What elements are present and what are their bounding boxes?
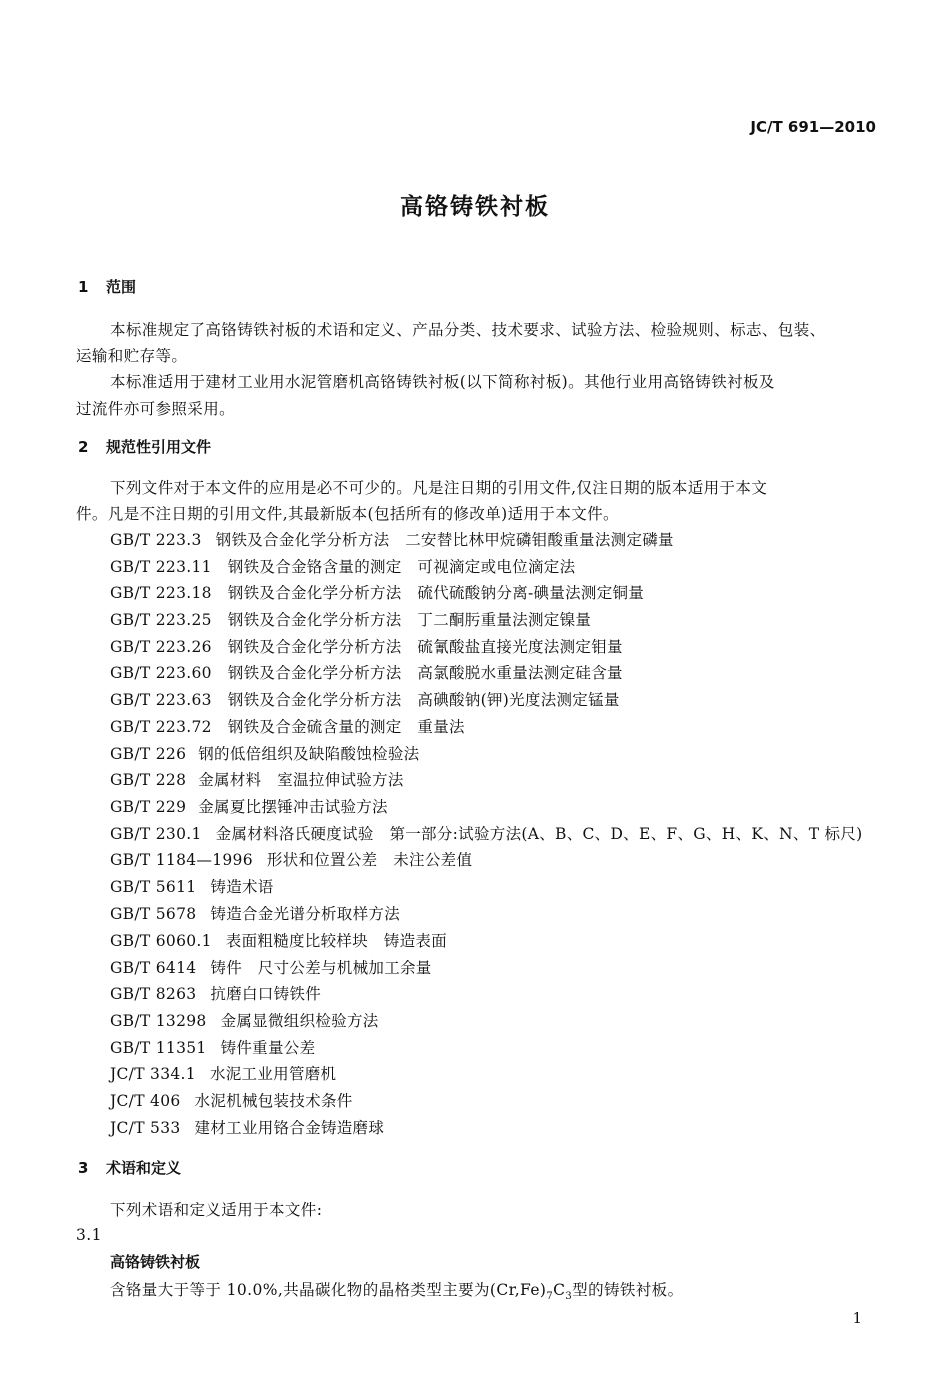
reference-code: GB/T 223.3 bbox=[110, 531, 202, 549]
subclause-number: 3.1 bbox=[76, 1226, 102, 1244]
reference-item bbox=[110, 956, 432, 978]
reference-item bbox=[110, 1036, 315, 1058]
reference-title: 金属材料 室温拉伸试验方法 bbox=[198, 771, 404, 789]
reference-code: GB/T 11351 bbox=[110, 1039, 207, 1057]
reference-title: 铸造合金光谱分析取样方法 bbox=[210, 905, 401, 923]
document-title: 高铬铸铁衬板 bbox=[400, 194, 550, 220]
reference-item bbox=[110, 528, 674, 550]
section-1-heading bbox=[78, 276, 136, 297]
reference-code: GB/T 223.11 bbox=[110, 558, 212, 576]
reference-title: 钢铁及合金化学分析方法 高氯酸脱水重量法测定硅含量 bbox=[227, 664, 623, 682]
reference-code: GB/T 223.60 bbox=[110, 664, 212, 682]
reference-title: 钢铁及合金化学分析方法 硫氰酸盐直接光度法测定钼量 bbox=[227, 638, 623, 656]
section-number: 3 bbox=[78, 1159, 89, 1177]
term-definition: 含铬量大于等于 10.0%,共晶碳化物的晶格类型主要为$(Cr,Fe)_7C_3$型的铸铁衬板。 bbox=[110, 1281, 684, 1303]
reference-title: 建材工业用铬合金铸造磨球 bbox=[194, 1119, 385, 1137]
reference-title: 金属显微组织检验方法 bbox=[220, 1012, 379, 1030]
section-number: 1 bbox=[78, 278, 89, 296]
section-3-heading bbox=[78, 1157, 181, 1178]
reference-item bbox=[110, 1009, 379, 1031]
reference-title: 水泥机械包装技术条件 bbox=[194, 1092, 353, 1110]
reference-item bbox=[110, 848, 472, 870]
reference-title: 铸造术语 bbox=[210, 878, 274, 896]
reference-title: 金属夏比摆锤冲击试验方法 bbox=[198, 798, 388, 816]
paragraph-line: 下列文件对于本文件的应用是必不可少的。凡是注日期的引用文件,仅注日期的版本适用于本文 bbox=[110, 479, 768, 497]
reference-code: GB/T 13298 bbox=[110, 1012, 207, 1030]
reference-item bbox=[110, 715, 465, 737]
reference-code: GB/T 223.72 bbox=[110, 718, 212, 736]
paragraph-line: 本标准规定了高铬铸铁衬板的术语和定义、产品分类、技术要求、试验方法、检验规则、标志、包装、 bbox=[110, 321, 826, 339]
reference-code: GB/T 223.25 bbox=[110, 611, 212, 629]
section-2-heading bbox=[78, 436, 211, 457]
reference-title: 钢的低倍组织及缺陷酸蚀检验法 bbox=[198, 745, 420, 763]
paragraph-line: 本标准适用于建材工业用水泥管磨机高铬铸铁衬板(以下简称衬板)。其他行业用高铬铸铁衬板及 bbox=[110, 373, 775, 391]
reference-code: GB/T 6060.1 bbox=[110, 932, 212, 950]
reference-title: 钢铁及合金化学分析方法 丁二酮肟重量法测定镍量 bbox=[227, 611, 592, 629]
reference-item bbox=[110, 929, 447, 951]
reference-item bbox=[110, 982, 321, 1004]
reference-item bbox=[110, 902, 400, 924]
reference-item bbox=[110, 581, 644, 603]
reference-item bbox=[110, 742, 419, 764]
reference-item bbox=[110, 608, 591, 630]
reference-code: GB/T 228 bbox=[110, 771, 187, 789]
reference-title: 钢铁及合金化学分析方法 二安替比林甲烷磷钼酸重量法测定磷量 bbox=[215, 531, 674, 549]
reference-title: 形状和位置公差 未注公差值 bbox=[266, 851, 473, 869]
reference-item bbox=[110, 1062, 336, 1084]
reference-code: GB/T 5678 bbox=[110, 905, 197, 923]
section-title: 范围 bbox=[106, 278, 137, 296]
reference-title: 钢铁及合金化学分析方法 高碘酸钠(钾)光度法测定锰量 bbox=[227, 691, 620, 709]
reference-item bbox=[110, 875, 274, 897]
reference-item bbox=[110, 555, 575, 577]
reference-title: 表面粗糙度比较样块 铸造表面 bbox=[225, 932, 447, 950]
reference-code: GB/T 5611 bbox=[110, 878, 197, 896]
paragraph-line: 件。凡是不注日期的引用文件,其最新版本(包括所有的修改单)适用于本文件。 bbox=[76, 505, 619, 523]
reference-item bbox=[110, 1116, 384, 1138]
reference-title: 钢铁及合金铬含量的测定 可视滴定或电位滴定法 bbox=[227, 558, 576, 576]
reference-code: GB/T 8263 bbox=[110, 985, 197, 1003]
reference-code: GB/T 1184—1996 bbox=[110, 851, 253, 869]
reference-item bbox=[110, 635, 623, 657]
paragraph-line: 下列术语和定义适用于本文件: bbox=[110, 1201, 323, 1219]
reference-item bbox=[110, 822, 863, 844]
reference-item bbox=[110, 795, 388, 817]
reference-title: 铸件重量公差 bbox=[220, 1039, 316, 1057]
reference-code: JC/T 334.1 bbox=[110, 1065, 196, 1083]
reference-code: GB/T 229 bbox=[110, 798, 187, 816]
reference-title: 钢铁及合金硫含量的测定 重量法 bbox=[227, 718, 465, 736]
paragraph-line: 过流件亦可参照采用。 bbox=[76, 400, 236, 418]
reference-code: GB/T 223.18 bbox=[110, 584, 212, 602]
reference-code: GB/T 6414 bbox=[110, 959, 197, 977]
reference-item bbox=[110, 661, 623, 683]
reference-code: GB/T 230.1 bbox=[110, 825, 202, 843]
reference-title: 铸件 尺寸公差与机械加工余量 bbox=[210, 959, 432, 977]
reference-title: 钢铁及合金化学分析方法 硫代硫酸钠分离-碘量法测定铜量 bbox=[227, 584, 645, 602]
reference-title: 抗磨白口铸铁件 bbox=[210, 985, 322, 1003]
paragraph-line: 运输和贮存等。 bbox=[76, 347, 188, 365]
section-title: 术语和定义 bbox=[106, 1159, 182, 1177]
reference-item bbox=[110, 688, 620, 710]
term-name: 高铬铸铁衬板 bbox=[110, 1253, 201, 1271]
reference-title: 金属材料洛氏硬度试验 第一部分:试验方法(A、B、C、D、E、F、G、H、K、N、T 标尺) bbox=[215, 825, 863, 843]
reference-code: JC/T 533 bbox=[110, 1119, 181, 1137]
section-number: 2 bbox=[78, 438, 89, 456]
reference-code: GB/T 223.26 bbox=[110, 638, 212, 656]
reference-code: GB/T 223.63 bbox=[110, 691, 212, 709]
reference-code: GB/T 226 bbox=[110, 745, 187, 763]
section-title: 规范性引用文件 bbox=[106, 438, 212, 456]
reference-code: JC/T 406 bbox=[110, 1092, 181, 1110]
reference-item bbox=[110, 768, 404, 790]
reference-item bbox=[110, 1089, 353, 1111]
standard-number: JC/T 691—2010 bbox=[750, 118, 876, 136]
reference-title: 水泥工业用管磨机 bbox=[209, 1065, 337, 1083]
page-number: 1 bbox=[852, 1309, 862, 1327]
